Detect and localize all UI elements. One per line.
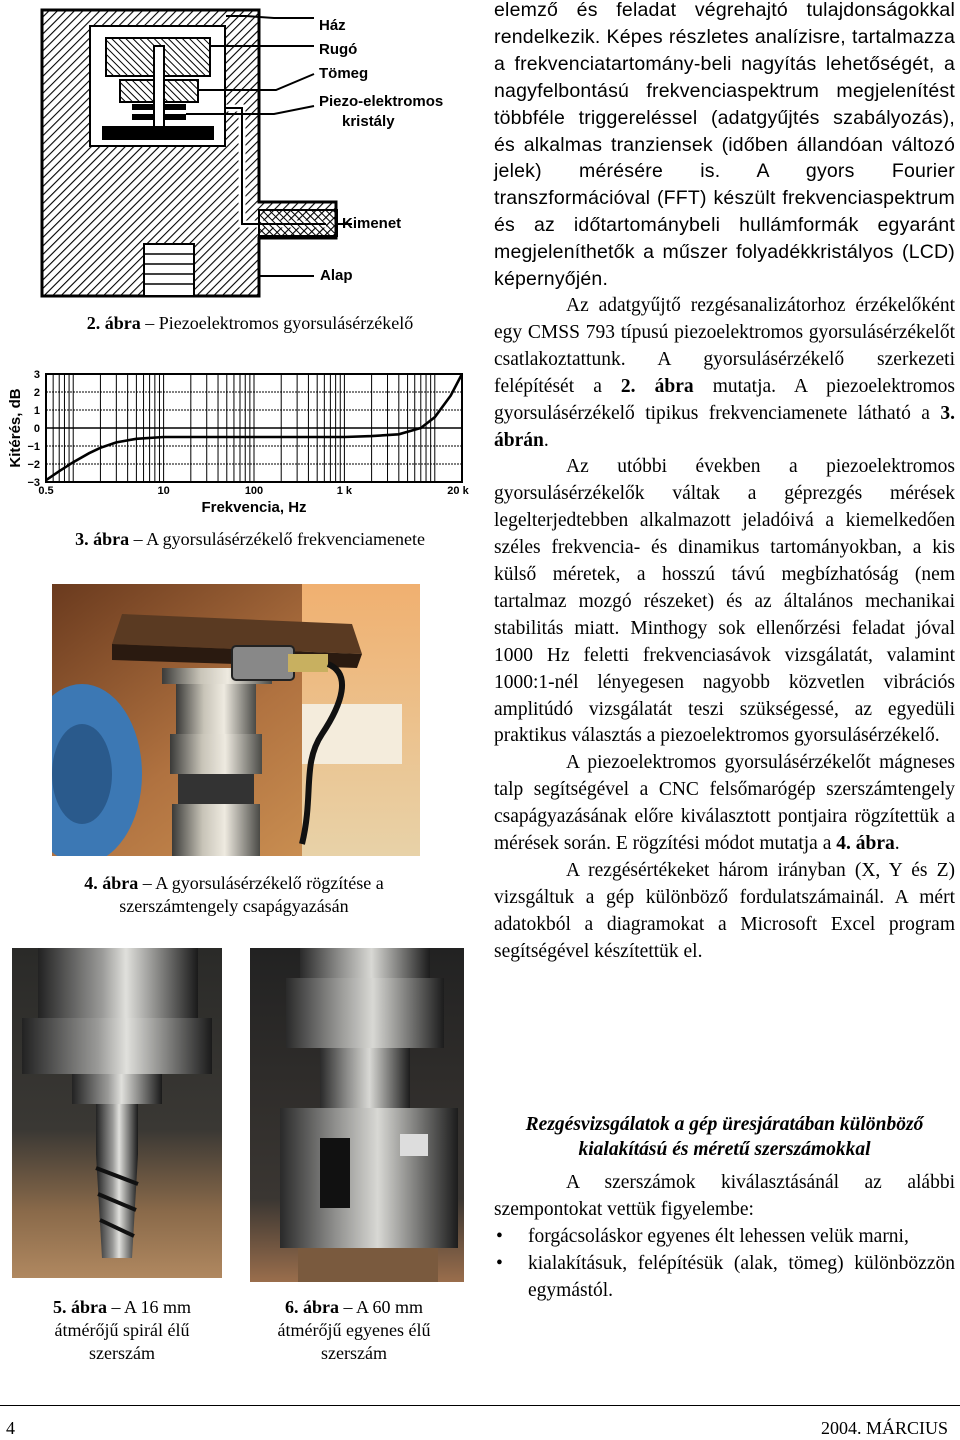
p4-ref-fig4: 4. ábra	[836, 833, 895, 855]
sensor-mount-photo-svg	[52, 584, 420, 856]
frequency-response-chart	[4, 366, 474, 518]
p2-part-e: .	[543, 429, 549, 451]
p2-part-a: Az adatgyűjtő rezgésanalizátorhoz érzékelőként egy CMSS 793 típusú piezoelektromos gyorsulásérzékelőt csatlakoztattunk. A gyorsulásérzékelő szerkezeti felépítését a	[494, 294, 955, 397]
paragraph-3: Az utóbbi években a piezoelektromos gyorsulásérzékelők váltak a géprezgés mérések legelterjedtebben alkalmazott jeladóivá a kiemelkedően széles frekvencia- és dinamikus tartományokban, a kis külső méretek, a hosszú távú megbízhatóság (nem tartalmaz mozgó részeket) és az általános mechanikai stabilitás miatt. Minthogy sok ellenőrzési feladat jóval 1000 Hz feletti frekvenciasávok vizsgálatát, valamint 1000:1-nél lényegesen nagyobb közvetlen vibrációs amplitúdó vizsgálatát teszi szükségessé, az egyedüli praktikus választás a piezoelektromos gyorsulásérzékelő.	[494, 456, 955, 747]
p2-ref-fig2: 2. ábra	[620, 375, 694, 397]
spiral-tool-photo-svg	[12, 948, 222, 1278]
p4-part-a: A piezoelektromos gyorsulásérzékelőt mágneses talp segítségével a CNC felsőmarógép szerszámtengely csapágyazásának előre kiválasztott pontjaira rögzítettük a mérések során. E rögzítési módot mutatja a	[494, 752, 955, 855]
x-axis-label: Frekvencia, Hz	[201, 499, 307, 516]
fig4-caption	[50, 872, 418, 918]
bullet-icon: •	[496, 1252, 503, 1274]
fig2-caption	[20, 312, 480, 335]
fig2-caption-num: 2. ábra	[86, 313, 141, 333]
spiral-tool-photo	[12, 948, 222, 1278]
fig3-caption-num: 3. ábra	[75, 529, 130, 549]
y-tick-label: −2	[27, 459, 40, 471]
p2-ref-fig3: 3. ábrán	[494, 402, 955, 451]
list-item	[494, 1251, 955, 1305]
label-kristaly: kristály	[342, 113, 395, 130]
fig4-caption-text: – A gyorsulásérzékelő rögzítése a szerszámtengely csapágyazásán	[119, 873, 384, 916]
paragraph-6: A szerszámok kiválasztásánál az alábbi szempontokat vettük figyelembe:	[494, 1172, 955, 1220]
fig6-caption-text: – A 60 mm átmérőjű egyenes élű szerszám	[277, 1297, 431, 1363]
p4-part-c: .	[894, 833, 900, 855]
paragraph-1: elemző és feladat végrehajtó tulajdonságokkal rendelkezik. Képes részletes analízisre, tartalmazza a frekvenciatartomány-beli nagyítás lehetőségét, a nagyfelbontású frekvenciaspektrum megjelenítést többféle triggereléssel (adatgyűjtés szabályozás), és alkalmas tranziensek (időben állandóan változó jelek) mérésére is. A gyors Fourier transzformációval (FFT) készült frekvenciaspektrum és az időtartománybeli hullámformák egyaránt megjeleníthetők a műszer folyadékkristályos (LCD) képernyőjén.	[494, 0, 955, 291]
y-axis-label: Kitérés, dB	[7, 388, 24, 468]
fig6-caption	[254, 1296, 454, 1365]
sensor-mount-photo	[52, 584, 420, 856]
y-tick-label: 1	[33, 405, 40, 417]
text-column-bottom	[494, 1170, 955, 1305]
issue-date: 2004. MÁRCIUS	[820, 1418, 948, 1438]
x-tick-label: 0.5	[38, 485, 54, 497]
x-tick-label: 1 k	[336, 485, 353, 497]
list-item	[494, 1224, 955, 1251]
list-item-text: forgácsoláskor egyenes élt lehessen velük marni,	[528, 1225, 909, 1247]
text-column	[494, 0, 955, 966]
footer-rule	[0, 1405, 960, 1406]
fig5-caption	[22, 1296, 222, 1365]
p2-part-c: mutatja. A piezoelektromos gyorsulásérzékelő tipikus frekvenciamenete látható a	[494, 375, 955, 424]
page-number: 4	[6, 1418, 15, 1438]
label-piezo: Piezo-elektromos	[319, 93, 444, 110]
fig4-caption-num: 4. ábra	[84, 873, 139, 893]
label-kimenet: Kimenet	[342, 215, 402, 232]
label-alap: Alap	[320, 267, 353, 284]
paragraph-2	[494, 293, 955, 454]
bullet-icon: •	[496, 1225, 503, 1247]
fig3-caption	[20, 528, 480, 551]
fig3-caption-text: – A gyorsulásérzékelő frekvenciamenete	[129, 529, 425, 549]
paragraph-5: A rezgésértékeket három irányban (X, Y és Z) vizsgáltuk a gép különböző fordulatszámainál. A mért adatokból a diagramokat a Microsoft Excel program segítségével készítettük el.	[494, 860, 955, 962]
straight-tool-photo-svg	[250, 948, 464, 1282]
x-tick-label: 20 k	[447, 485, 469, 497]
y-tick-label: 0	[33, 423, 40, 435]
fig6-caption-num: 6. ábra	[284, 1297, 339, 1317]
fig5-caption-text: – A 16 mm átmérőjű spirál élű szerszám	[54, 1297, 191, 1363]
criteria-list	[494, 1224, 955, 1305]
x-tick-label: 10	[157, 485, 170, 497]
y-tick-label: 3	[33, 369, 40, 381]
accelerometer-diagram	[36, 6, 476, 298]
y-tick-label: 2	[33, 387, 40, 399]
label-rugo: Rugó	[319, 41, 358, 58]
fig2-caption-text: – Piezoelektromos gyorsulásérzékelő	[140, 313, 414, 333]
fig5-caption-num: 5. ábra	[52, 1297, 107, 1317]
section-heading: Rezgésvizsgálatok a gép üresjáratában különböző kialakítású és méretű szerszámokkal	[525, 1114, 924, 1160]
x-tick-label: 100	[244, 485, 264, 497]
accelerometer-diagram-svg	[36, 6, 476, 298]
y-tick-label: −3	[27, 477, 40, 489]
frequency-response-svg	[4, 366, 474, 518]
straight-tool-photo	[250, 948, 464, 1282]
list-item-text: kialakításuk, felépítésük (alak, tömeg) különbözzön egymástól.	[528, 1252, 955, 1301]
label-tomeg: Tömeg	[319, 65, 369, 82]
label-haz: Ház	[319, 17, 346, 34]
paragraph-4	[494, 750, 955, 858]
y-tick-label: −1	[27, 441, 40, 453]
